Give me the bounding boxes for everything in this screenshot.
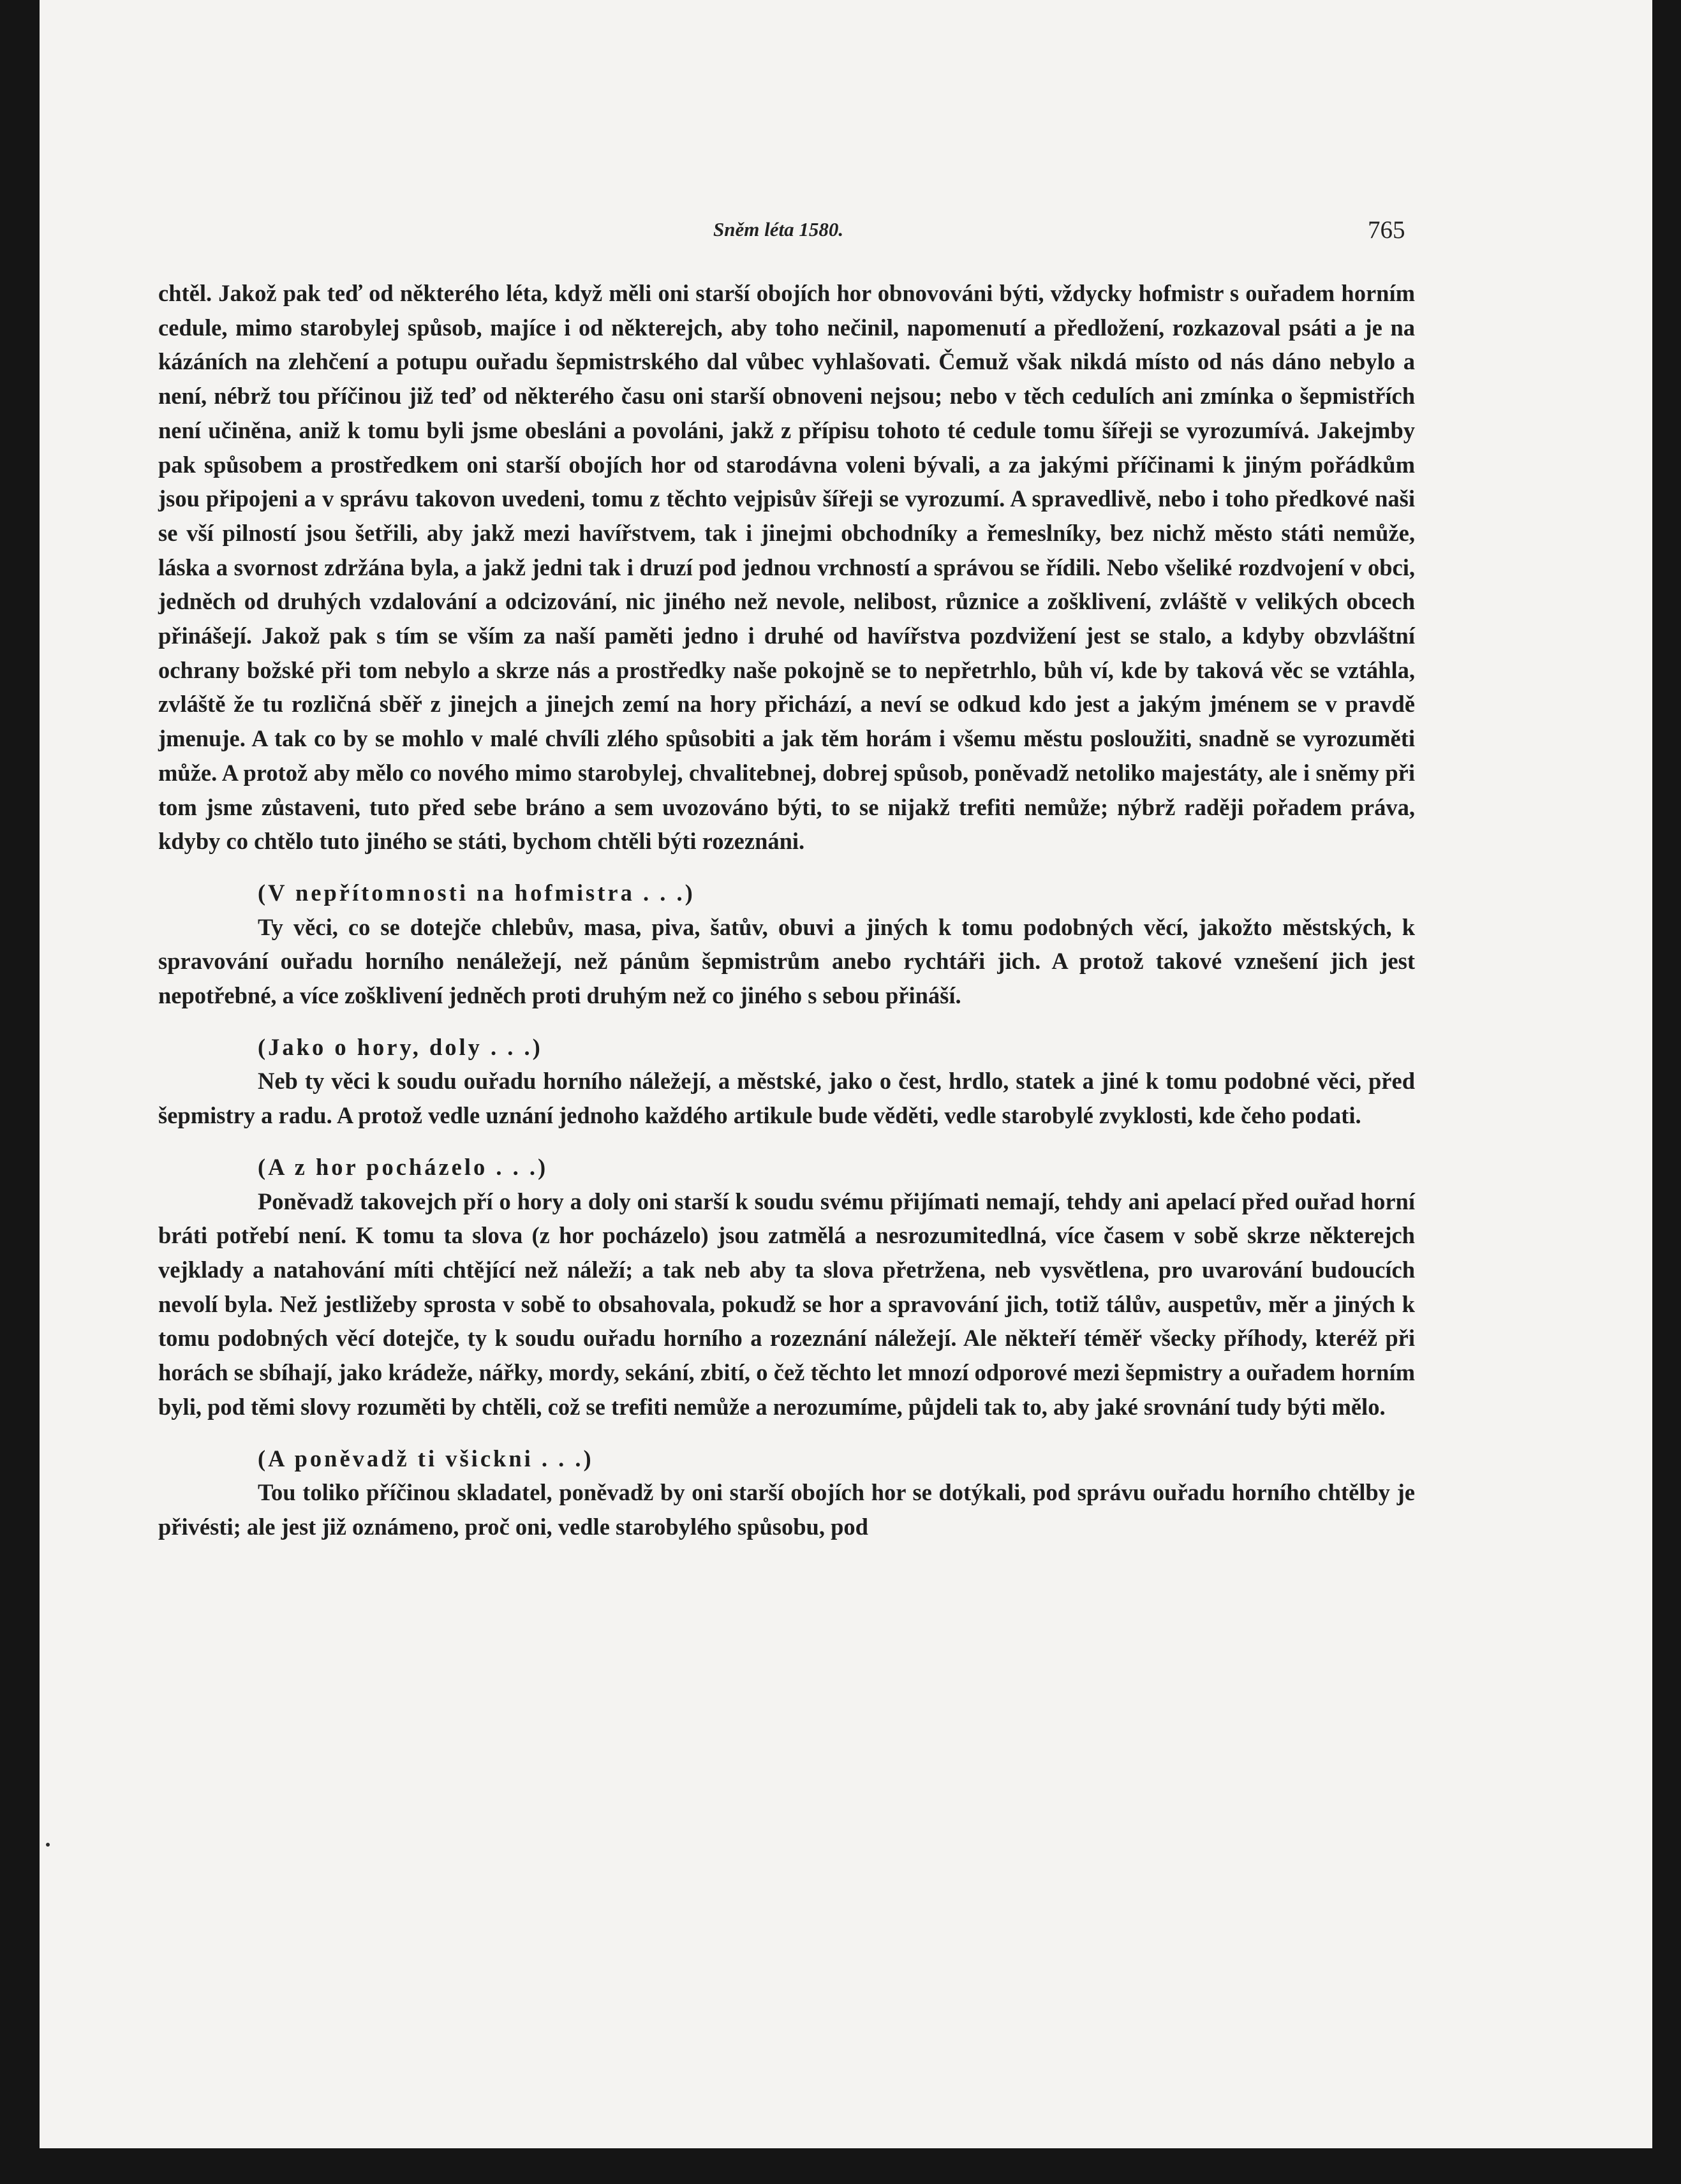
ink-speck xyxy=(46,1843,50,1847)
page-body xyxy=(158,276,1415,1544)
section-heading: (Jako o hory, doly . . .) xyxy=(258,1033,543,1060)
section-heading: (A poněvadž ti všickni . . .) xyxy=(258,1445,594,1472)
opening-paragraph: chtěl. Jakož pak teď od některého léta, když měli oni starší obojích hor obnovováni býti, vždycky hofmistr s ouřadem horním cedule, mimo starobylej spůsob, majíce i od některejch, aby toho nečinil, napomenutí a předložení, rozkazoval psáti a je na kázáních na zlehčení a potupu ouřadu šepmistrského dal vůbec vyhlašovati. Čemuž však nikdá místo od nás dáno nebylo a není, nébrž tou příčinou již teď od některého času oni starší obnoveni nejsou; nebo v těch cedulích ani zmínka o šepmistřích není učiněna, aniž k tomu byli jsme obesláni a povoláni, jakž z přípisu tohoto té cedule tomu šířeji se vyrozumívá. Jakejmby pak spůsobem a prostředkem oni starší obojích hor od starodávna voleni bývali, a za jakými příčinami k jiným pořádkům jsou připojeni a v správu takovon uvedeni, tomu z těchto vejpisův šířeji se vyrozumí. A spravedlivě, nebo i toho předkové naši se vší pilností jsou šetřili, aby jakž mezi havířstvem, tak i jinejmi obchodníky a řemeslníky, bez nichž město státi nemůže, láska a svornost zdržána byla, a jakž jedni tak i druzí pod jednou vrchností a správou se řídili. Nebo všeliké rozdvojení v obci, jedněch od druhých vzdalování a odcizování, nic jiného než nevole, nelibost, různice a zošklivení, zvláště v velikých obcech přinášejí. Jakož pak s tím se vším za naší paměti jedno i druhé od havířstva pozdvižení jest se stalo, a kdyby obzvláštní ochrany božské při tom nebylo a skrze nás a prostředky naše pokojně se to nepřetrhlo, bůh ví, kde by taková věc se vztáhla, zvláště že tu rozličná sběř z jinejch a jinejch zemí na hory přichází, a neví se odkud kdo jest a jakým jménem se v pravdě jmenuje. A tak co by se mohlo v malé chvíli zlého spůsobiti a jak těm horám i všemu městu posloužiti, snadně se vyrozuměti může. A protož aby mělo co nového mimo starobylej, chvalitebnej, dobrej spůsob, poněvadž netoliko majestáty, ale i sněmy při tom jsme zůstaveni, tuto před sebe bráno a sem uvozováno býti, to se nijakž trefiti nemůže; nýbrž raději pořadem práva, kdyby co chtělo tuto jiného se státi, bychom chtěli býti rozeznáni. xyxy=(158,280,1415,855)
section-heading: (A z hor pocházelo . . .) xyxy=(258,1153,549,1180)
section-paragraph: Tou toliko příčinou skladatel, poněvadž by oni starší obojích hor se dotýkali, pod správu ouřadu horního chtělby je přivésti; ale jest již oznámeno, proč oni, vedle starobylého spůsobu, pod xyxy=(158,1479,1415,1540)
page-header xyxy=(40,212,1652,250)
section-heading: (V nepřítomnosti na hofmistra . . .) xyxy=(258,879,695,906)
running-title: Sněm léta 1580. xyxy=(713,218,844,240)
page-number: 765 xyxy=(1368,216,1405,244)
book-page xyxy=(40,0,1652,2148)
section-paragraph: Neb ty věci k soudu ouřadu horního náležejí, a městské, jako o čest, hrdlo, statek a jiné k tomu podobné věci, před šepmistry a radu. A protož vedle uznání jednoho každého artikule bude věděti, vedle starobylé zvyklosti, kde čeho podati. xyxy=(158,1068,1415,1129)
section-paragraph: Ty věci, co se dotejče chlebův, masa, piva, šatův, obuvi a jiných k tomu podobných věcí, jakožto městských, k spravování ouřadu horního nenáležejí, než pánům šepmistrům anebo rychtáři jich. A protož takové vznešení jich jest nepotřebné, a více zošklivení jedněch proti druhým než co jiného s sebou přináší. xyxy=(158,913,1415,1009)
section-paragraph: Poněvadž takovejch pří o hory a doly oni starší k soudu svému přijímati nemají, tehdy ani apelací před ouřad horní bráti potřebí není. K tomu ta slova (z hor pocházelo) jsou zatmělá a nesrozumitedlná, více časem v sobě skrze některejch vejklady a natahování míti chtějící než náleží; a tak neb aby ta slova přetržena, neb vysvětlena, pro uvarování budoucích nevolí byla. Než jestližeby sprosta v sobě to obsahovala, pokudž se hor a spravování jich, totiž tálův, auspetův, měr a jiných k tomu podobných věcí dotejče, ty k soudu ouřadu horního a rozeznání náležejí. Ale někteří téměř všecky příhody, kteréž při horách se sbíhají, jako krádeže, nářky, mordy, sekání, zbití, o čež těchto let mnozí odporové mezi šepmistry a ouřadem horním byli, pod těmi slovy rozuměti by chtěli, což se trefiti nemůže a nerozumíme, půjdeli tak to, aby jaké srovnání tudy býti mělo. xyxy=(158,1188,1415,1420)
